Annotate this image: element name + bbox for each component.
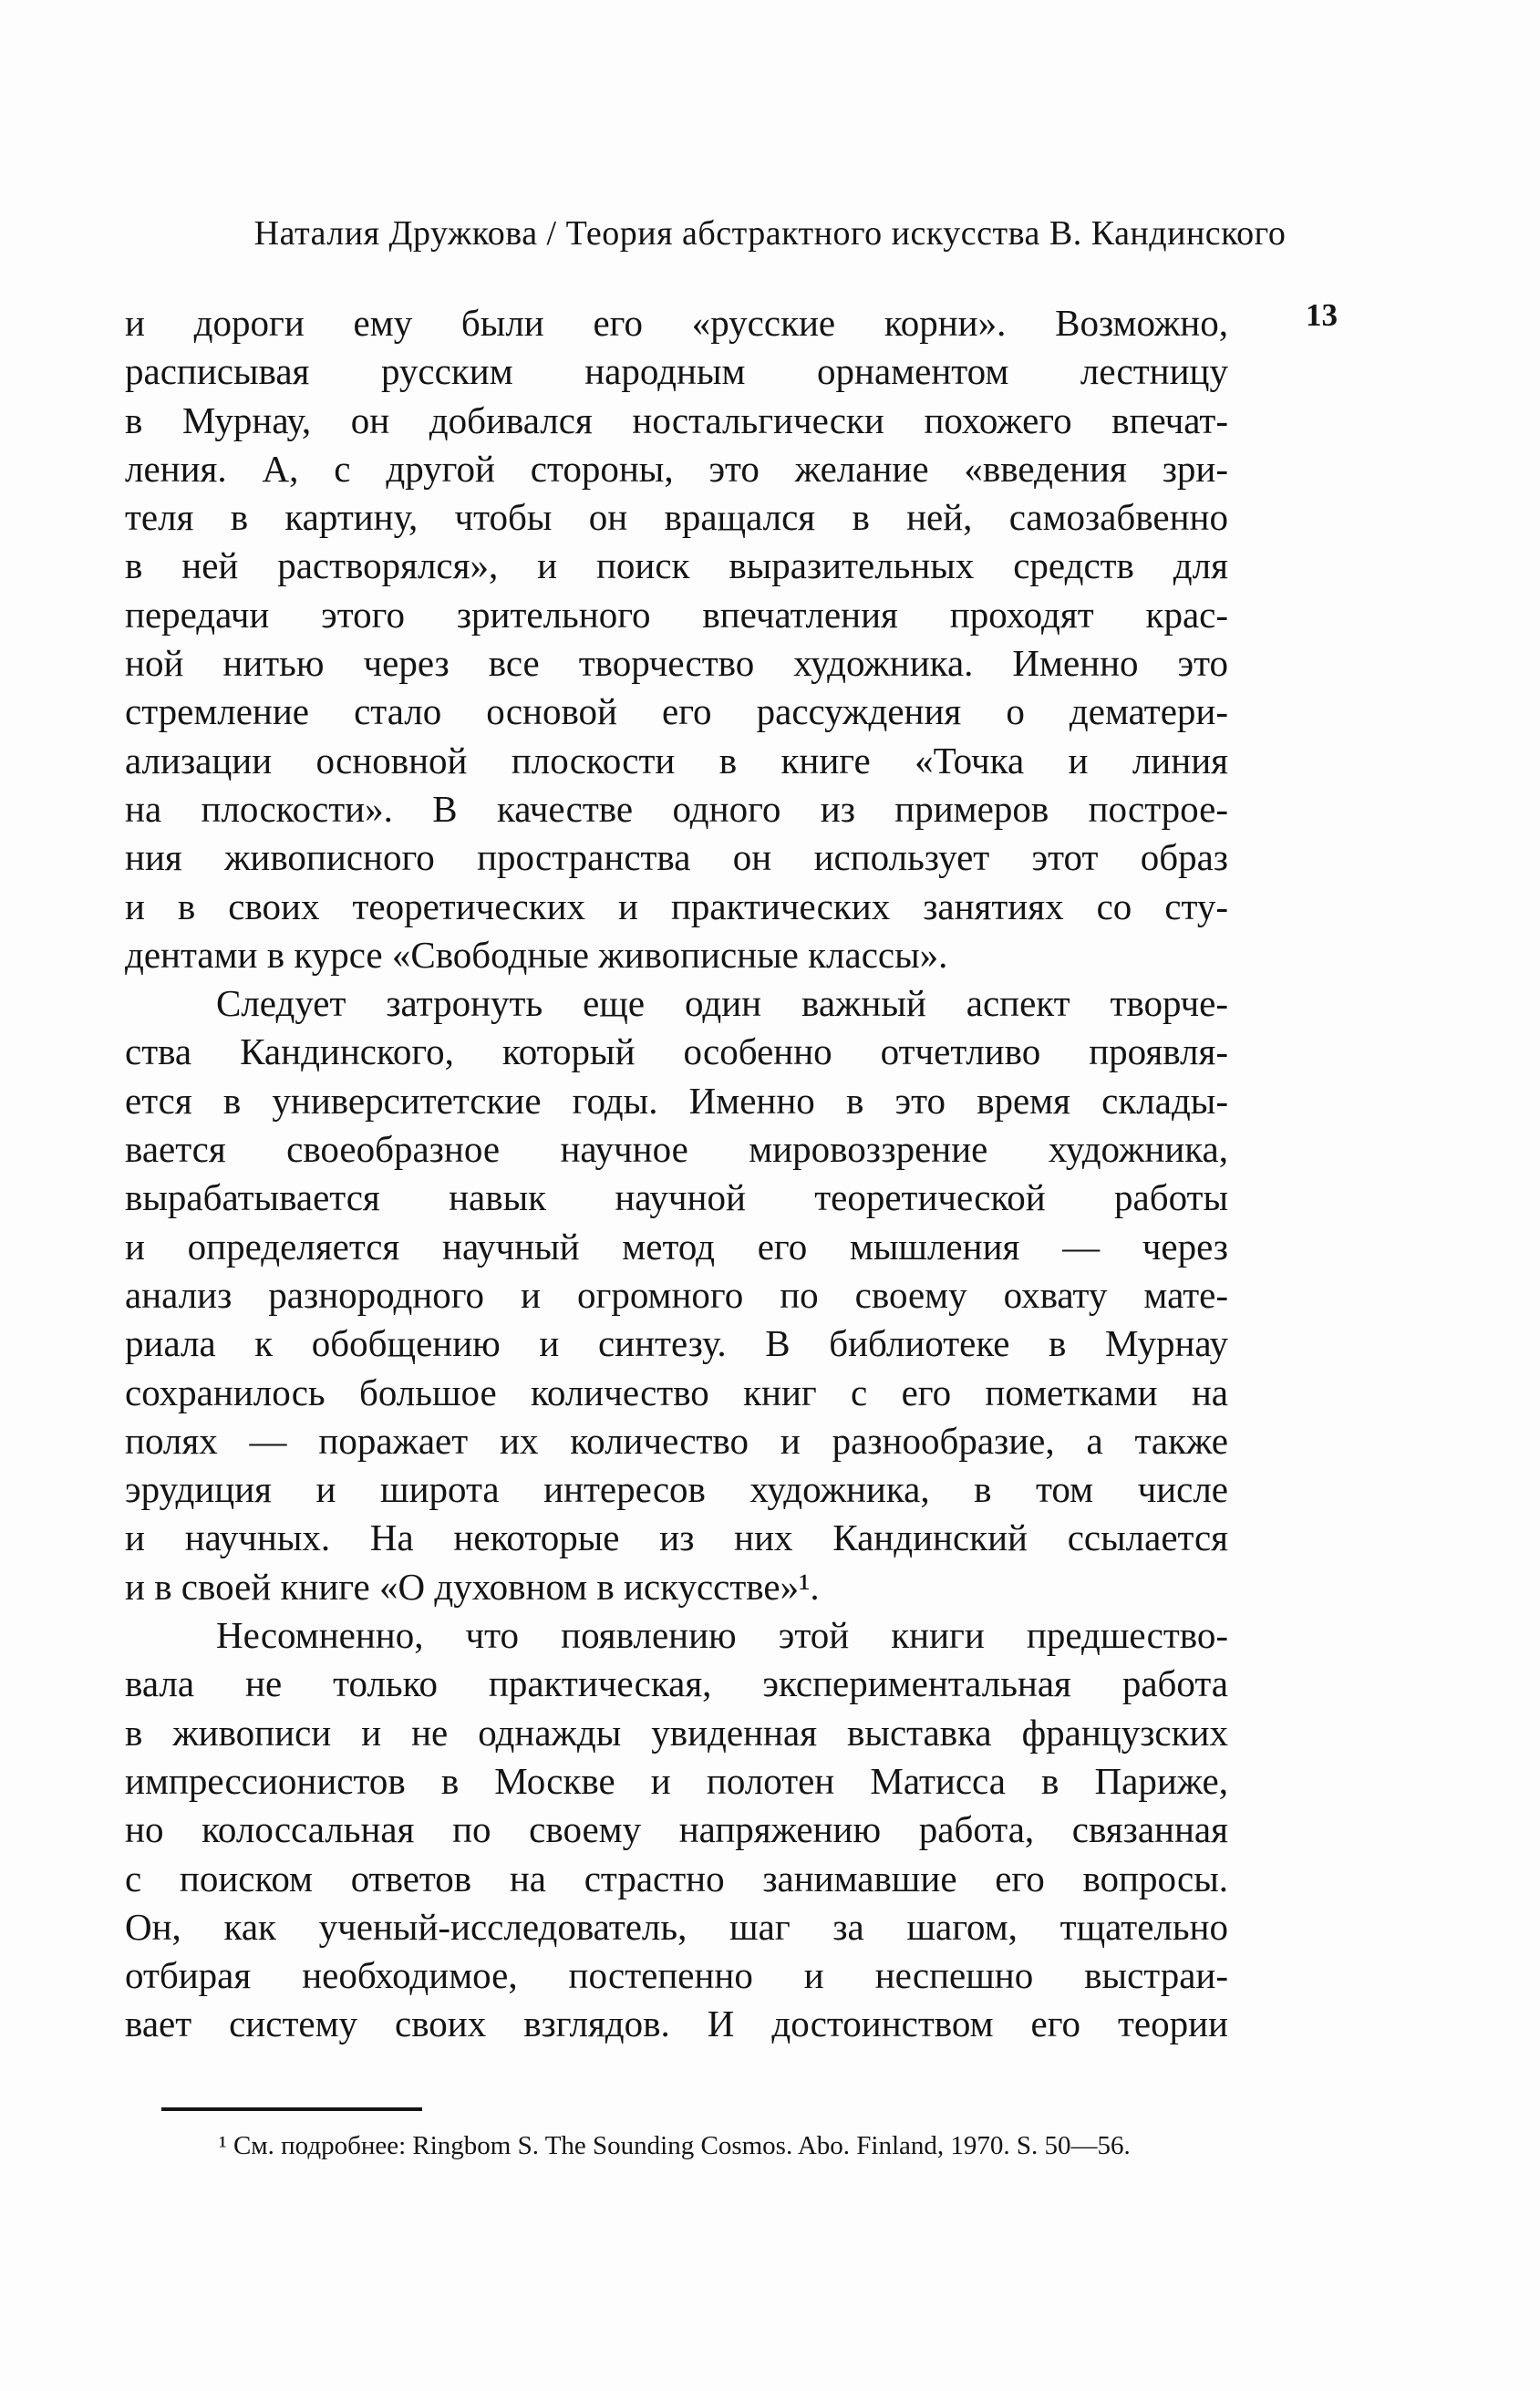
text-line: отбирая необходимое, постепенно и неспешно выстраи-: [125, 1954, 1228, 1997]
text-line: вала не только практическая, экспериментальная работа: [125, 1662, 1228, 1705]
footnote: ¹ См. подробнее: Ringbom S. The Sounding Cosmos. Abo. Finland, 1970. S. 50—56.: [219, 2131, 1131, 2160]
text-line: эрудиция и широта интересов художника, в том числе: [125, 1468, 1228, 1511]
text-line: анализ разнородного и огромного по своему охвату мате-: [125, 1273, 1228, 1316]
text-line: передачи этого зрительного впечатления проходят крас-: [125, 593, 1228, 636]
text-line: стремление стало основой его рассуждения о дематери-: [125, 690, 1228, 733]
text-line: Он, как ученый-исследователь, шаг за шагом, тщательно: [125, 1905, 1228, 1948]
text-line: ной нитью через все творчество художника. Именно это: [125, 642, 1228, 685]
text-line: сохранилось большое количество книг с его пометками на: [125, 1371, 1228, 1413]
text-line: и дороги ему были его «русские корни». Возможно,: [125, 302, 1228, 344]
text-line: ства Кандинского, который особенно отчетливо проявля-: [125, 1030, 1228, 1073]
text-line: теля в картину, чтобы он вращался в ней, самозабвенно: [125, 496, 1228, 539]
text-line: с поиском ответов на страстно занимавшие его вопросы.: [125, 1857, 1228, 1899]
text-line: в живописи и не однажды увиденная выставка французских: [125, 1711, 1228, 1754]
text-line: риала к обобщению и синтезу. В библиотеке в Мурнау: [125, 1322, 1228, 1365]
text-line: Следует затронуть еще один важный аспект творче-: [216, 982, 1228, 1025]
text-line: ния живописного пространства он использует этот образ: [125, 836, 1228, 879]
page-number: 13: [1306, 297, 1338, 333]
text-line: Несомненно, что появлению этой книги предшество-: [216, 1614, 1228, 1657]
text-line: в Мурнау, он добивался ностальгически похожего впечат-: [125, 398, 1228, 441]
text-line: и в своих теоретических и практических занятиях со сту-: [125, 885, 1228, 927]
text-line: ется в университетские годы. Именно в это время склады-: [125, 1079, 1228, 1122]
text-line: но колоссальная по своему напряжению работа, связанная: [125, 1808, 1228, 1851]
text-line: вает систему своих взглядов. И достоинством его теории: [125, 2003, 1228, 2045]
text-line: и в своей книге «О духовном в искусстве»¹.: [125, 1565, 820, 1608]
text-line: вырабатывается навык научной теоретической работы: [125, 1176, 1228, 1219]
text-line: импрессионистов в Москве и полотен Матисса в Париже,: [125, 1759, 1228, 1802]
text-line: и определяется научный метод его мышления — через: [125, 1225, 1228, 1268]
text-line: вается своеобразное научное мировоззрение художника,: [125, 1128, 1228, 1171]
text-line: в ней растворялся», и поиск выразительных средств для: [125, 544, 1228, 587]
body-text: [125, 299, 1228, 2049]
text-line: дентами в курсе «Свободные живописные классы».: [125, 933, 948, 976]
text-line: ализации основной плоскости в книге «Точка и линия: [125, 739, 1228, 781]
text-line: полях — поражает их количество и разнообразие, а также: [125, 1419, 1228, 1462]
text-line: на плоскости». В качестве одного из примеров построе-: [125, 787, 1228, 830]
text-line: и научных. На некоторые из них Кандинский ссылается: [125, 1516, 1228, 1559]
running-header: Наталия Дружкова / Теория абстрактного искусства В. Кандинского: [253, 214, 1287, 253]
text-line: расписывая русским народным орнаментом лестницу: [125, 350, 1228, 393]
footnote-rule: [161, 2107, 422, 2111]
text-line: ления. А, с другой стороны, это желание «введения зри-: [125, 447, 1228, 490]
